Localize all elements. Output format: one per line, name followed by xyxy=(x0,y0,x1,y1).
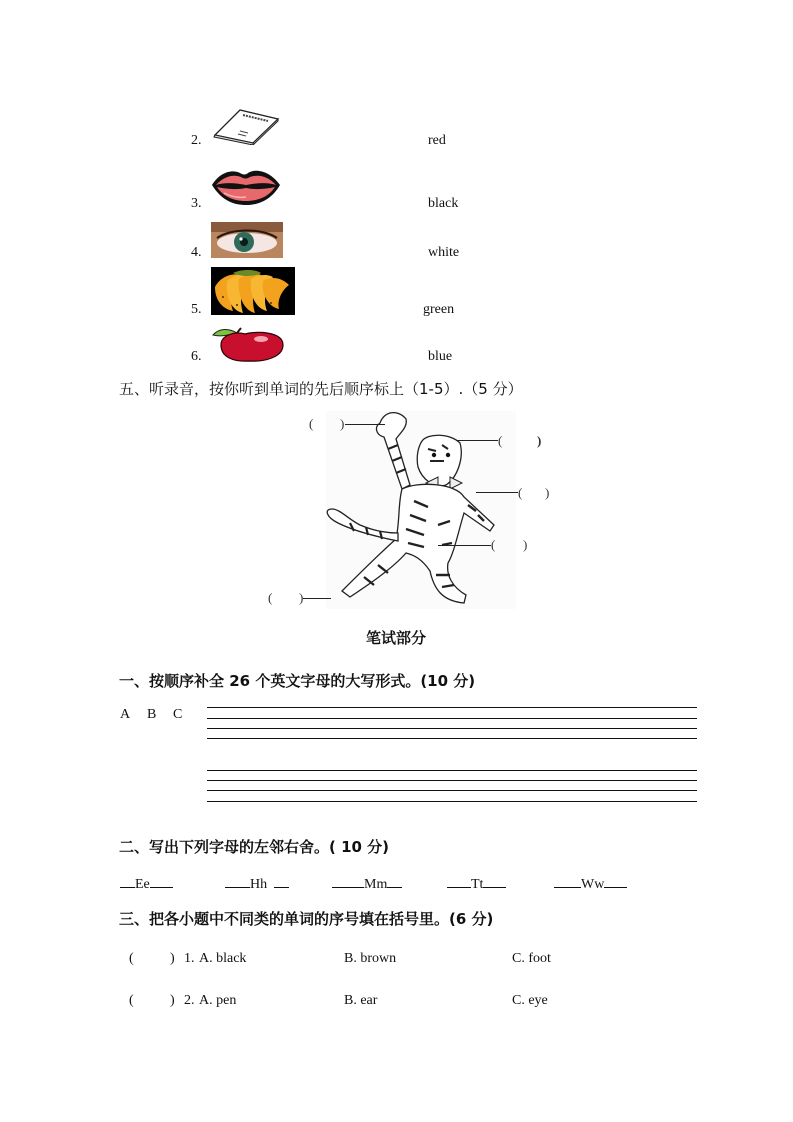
given-letter: B xyxy=(147,707,157,722)
writing-line xyxy=(207,770,697,771)
leader-line xyxy=(438,545,491,546)
given-letter: C xyxy=(173,707,183,722)
given-letter: A xyxy=(120,707,131,722)
answer-paren-close: ) xyxy=(170,951,175,966)
eye-picture xyxy=(211,222,283,258)
answer-blank[interactable] xyxy=(137,993,167,1009)
answer-paren-close: ) xyxy=(299,590,304,605)
left-neighbor-blank[interactable] xyxy=(447,873,471,888)
writing-line xyxy=(207,780,697,781)
question-number: 1. xyxy=(184,951,195,966)
answer-blank[interactable] xyxy=(506,433,534,449)
answer-paren-open: ( xyxy=(498,433,503,448)
section2-title: 二、写出下列字母的左邻右舍。( 10 分) xyxy=(119,838,390,856)
answer-paren-open: ( xyxy=(268,590,273,605)
item-number: 2. xyxy=(191,133,202,148)
writing-line xyxy=(207,728,697,729)
section1-title: 一、按顺序补全 26 个英文字母的大写形式。(10 分) xyxy=(119,672,476,690)
given-letter-pair: Mm xyxy=(364,877,388,892)
written-part-heading: 笔试部分 xyxy=(366,629,427,647)
option-c: C. eye xyxy=(512,993,548,1008)
answer-paren-open: ( xyxy=(518,485,523,500)
apple-picture xyxy=(211,325,287,363)
answer-paren-open: ( xyxy=(129,993,134,1008)
answer-paren-open: ( xyxy=(491,537,496,552)
letter-neighbor-group xyxy=(447,873,506,893)
letter-neighbor-group xyxy=(554,873,627,893)
left-neighbor-blank[interactable] xyxy=(225,873,250,888)
answer-paren-close: ) xyxy=(340,416,345,431)
lips-picture xyxy=(210,166,282,206)
question-number: 2. xyxy=(184,993,195,1008)
writing-line xyxy=(207,718,697,719)
letter-neighbor-group xyxy=(225,873,289,893)
color-word: blue xyxy=(428,349,453,364)
answer-paren-close: ) xyxy=(545,485,550,500)
answer-blank[interactable] xyxy=(318,416,338,432)
given-letter-pair: Hh xyxy=(250,877,268,892)
letter-neighbor-group xyxy=(332,873,402,893)
left-neighbor-blank[interactable] xyxy=(332,873,364,888)
color-word: black xyxy=(428,196,459,211)
option-a: A. pen xyxy=(199,993,237,1008)
left-neighbor-blank[interactable] xyxy=(554,873,581,888)
right-neighbor-blank[interactable] xyxy=(604,873,627,888)
left-neighbor-blank[interactable] xyxy=(120,873,135,888)
answer-paren-open: ( xyxy=(129,951,134,966)
section3-title: 三、把各小题中不同类的单词的序号填在括号里。(6 分) xyxy=(119,910,494,928)
item-number: 6. xyxy=(191,349,202,364)
writing-line xyxy=(207,707,697,708)
tiger-picture xyxy=(318,405,518,610)
given-letter-pair: Tt xyxy=(471,877,484,892)
given-letter-pair: Ee xyxy=(135,877,150,892)
answer-blank[interactable] xyxy=(137,951,167,967)
leader-line xyxy=(345,424,385,425)
section5-title: 五、听录音，按你听到单词的先后顺序标上（1-5）.（5 分） xyxy=(119,380,523,398)
answer-paren-close: ) xyxy=(170,993,175,1008)
bananas-picture xyxy=(211,267,295,315)
item-number: 4. xyxy=(191,245,202,260)
right-neighbor-blank[interactable] xyxy=(274,873,289,888)
option-c: C. foot xyxy=(512,951,551,966)
writing-line xyxy=(207,801,697,802)
item-number: 3. xyxy=(191,196,202,211)
letter-neighbor-group xyxy=(120,873,173,893)
color-word: red xyxy=(428,133,446,148)
color-word: white xyxy=(428,245,460,260)
leader-line xyxy=(476,492,518,493)
answer-paren-close: ) xyxy=(523,537,528,552)
answer-blank[interactable] xyxy=(499,537,519,553)
right-neighbor-blank[interactable] xyxy=(387,873,402,888)
leader-line xyxy=(303,598,331,599)
option-a: A. black xyxy=(199,951,247,966)
writing-line xyxy=(207,738,697,739)
answer-blank[interactable] xyxy=(276,590,296,606)
option-b: B. ear xyxy=(344,993,378,1008)
notebook-picture xyxy=(210,107,280,145)
given-letter-pair: Ww xyxy=(581,877,605,892)
writing-line xyxy=(207,790,697,791)
answer-paren-close: ) xyxy=(537,433,542,448)
color-word: green xyxy=(423,302,455,317)
answer-paren-open: ( xyxy=(309,416,314,431)
item-number: 5. xyxy=(191,302,202,317)
option-b: B. brown xyxy=(344,951,397,966)
right-neighbor-blank[interactable] xyxy=(150,873,173,888)
leader-line xyxy=(456,440,498,441)
answer-blank[interactable] xyxy=(526,485,542,501)
right-neighbor-blank[interactable] xyxy=(483,873,506,888)
